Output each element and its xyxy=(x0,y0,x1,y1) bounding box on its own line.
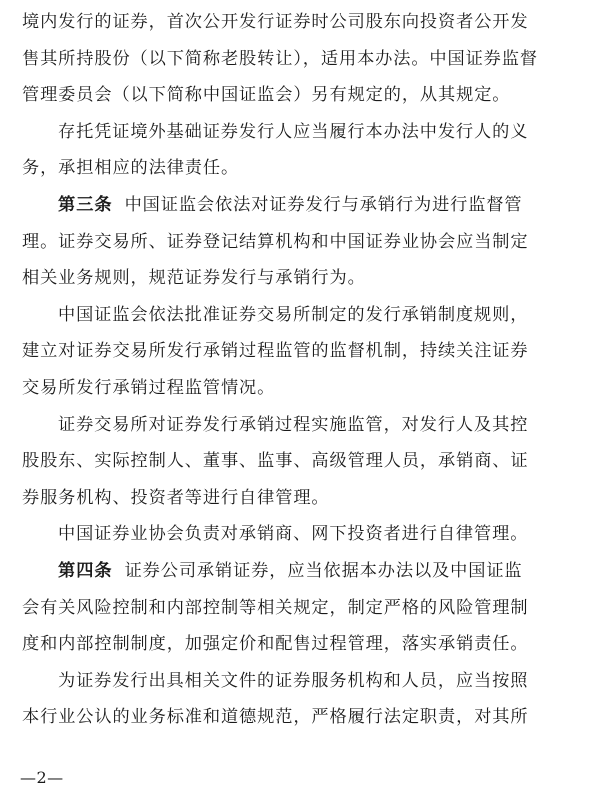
article-3-first-line xyxy=(22,187,562,224)
text-line: 股股东、实际控制人、董事、监事、高级管理人员，承销商、证 xyxy=(22,451,529,472)
article-3-text: 中国证监会依法对证券发行与承销行为进行监督管 xyxy=(124,194,523,215)
text-line: 交易所发行承销过程监管情况。 xyxy=(22,377,276,398)
text-line: 务，承担相应的法律责任。 xyxy=(22,158,240,179)
text-line: 券服务机构、投资者等进行自律管理。 xyxy=(22,487,330,508)
article-4-first-line xyxy=(22,553,562,590)
text-line: 理。证券交易所、证券登记结算机构和中国证券业协会应当制定 xyxy=(22,231,529,252)
text-line: 证券交易所对证券发行承销过程实施监管，对发行人及其控 xyxy=(58,414,529,435)
article-3-label: 第三条 xyxy=(58,194,113,215)
article-4-label: 第四条 xyxy=(58,560,113,581)
text-line: 中国证券业协会负责对承销商、网下投资者进行自律管理。 xyxy=(58,524,529,545)
text-line: 会有关风险控制和内部控制等相关规定，制定严格的风险管理制 xyxy=(22,597,529,618)
text-line: 售其所持股份（以下简称老股转让），适用本办法。中国证券监督 xyxy=(22,48,538,69)
text-line: 存托凭证境外基础证券发行人应当履行本办法中发行人的义 xyxy=(58,121,529,142)
page-number: —2— xyxy=(20,768,64,787)
text-line: 相关业务规则，规范证券发行与承销行为。 xyxy=(22,268,366,289)
document-body xyxy=(22,4,562,736)
text-line: 本行业公认的业务标准和道德规范，严格履行法定职责，对其所 xyxy=(22,707,529,728)
text-line: 为证券发行出具相关文件的证券服务机构和人员，应当按照 xyxy=(58,670,529,691)
text-line: 度和内部控制制度，加强定价和配售过程管理，落实承销责任。 xyxy=(22,634,529,655)
article-4-text: 证券公司承销证券，应当依据本办法以及中国证监 xyxy=(124,560,523,581)
text-line: 建立对证券交易所发行承销过程监管的监督机制，持续关注证券 xyxy=(22,341,529,362)
text-line: 境内发行的证券，首次公开发行证券时公司股东向投资者公开发 xyxy=(22,12,529,32)
text-line: 中国证监会依法批准证券交易所制定的发行承销制度规则， xyxy=(58,304,529,325)
text-line: 管理委员会（以下简称中国证监会）另有规定的，从其规定。 xyxy=(22,85,511,106)
